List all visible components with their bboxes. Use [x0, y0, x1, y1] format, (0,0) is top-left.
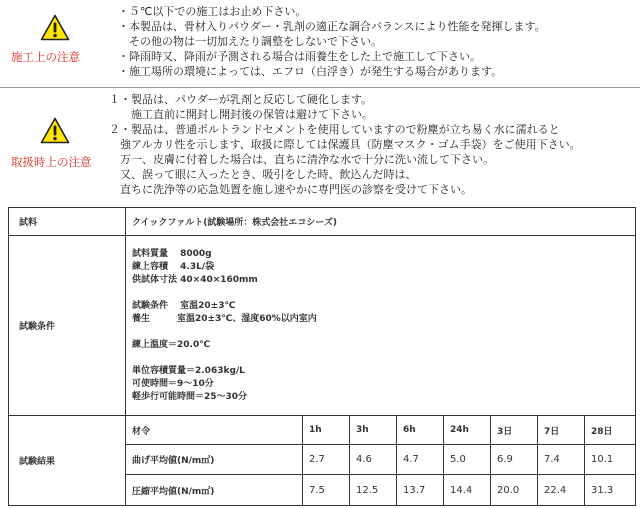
age-cell: 7日 — [538, 416, 585, 445]
notice-line: 強アルカリ性を示します、取扱に際しては保護具（防塵マスク・ゴム手袋）をご使用下さい。 — [109, 138, 581, 151]
condition-line: 軽歩行可能時間＝25～30分 — [132, 391, 248, 402]
notice-line: ２・製品は、普通ポルトランドセメントを使用していますので粉塵が立ち易く水に濡れると — [109, 123, 560, 136]
notice-line: 万一、皮膚に付着した場合は、直ちに清浄な水で十分に洗い流して下さい。 — [109, 153, 494, 166]
value-cell: 10.1 — [585, 445, 636, 475]
construction-notice-heading: 施工上の注意 — [11, 50, 80, 64]
flexural-label: 曲げ平均値(N/m㎡) — [126, 445, 303, 475]
notice-line: ・施工場所の環境によっては、エフロ（白浮き）が発生する場合があります。 — [118, 65, 503, 78]
conditions-label: 試験条件 — [9, 236, 126, 416]
condition-line: 可使時間＝9～10分 — [132, 378, 214, 389]
age-cell: 6h — [397, 416, 444, 445]
value-cell: 6.9 — [491, 445, 538, 475]
notice-line: 施工直前に開封し開封後の保管は避けて下さい。 — [109, 108, 373, 121]
condition-spacer — [132, 287, 635, 300]
notice-line: ・本製品は、骨材入りパウダー・乳剤の適正な調合バランスにより性能を発揮します。 — [118, 20, 546, 33]
notice-line: ・５℃以下での施工はお止め下さい。 — [118, 5, 307, 18]
warning-triangle-icon — [40, 117, 70, 144]
sample-label: 試料 — [9, 208, 126, 236]
handling-notice — [0, 0, 640, 205]
notice-line: １・製品は、パウダーが乳剤と反応して硬化します。 — [109, 93, 373, 106]
conditions-list — [126, 236, 636, 416]
value-cell: 7.4 — [538, 445, 585, 475]
condition-line: 養生 室温20±3℃、湿度60%以内室内 — [132, 313, 317, 324]
value-cell: 14.4 — [444, 475, 491, 506]
value-cell: 12.5 — [350, 475, 397, 506]
age-cell: 28日 — [585, 416, 636, 445]
spec-table — [8, 207, 636, 506]
conditions-row — [9, 236, 636, 416]
condition-line: 供試体寸法 40×40×160mm — [132, 274, 258, 285]
value-cell: 5.0 — [444, 445, 491, 475]
value-cell: 4.6 — [350, 445, 397, 475]
age-cell: 1h — [303, 416, 350, 445]
value-cell: 20.0 — [491, 475, 538, 506]
notice-line: その他の物は一切加えたり調整をしないで下さい。 — [118, 35, 382, 48]
condition-line: 練上容積 4.3L/袋 — [132, 261, 215, 272]
sample-row — [9, 208, 636, 236]
value-cell: 2.7 — [303, 445, 350, 475]
condition-spacer — [132, 352, 635, 365]
condition-line: 試料質量 8000g — [132, 248, 212, 259]
condition-line: 試験条件 室温20±3℃ — [132, 300, 236, 311]
value-cell: 22.4 — [538, 475, 585, 506]
notice-line: 直ちに洗浄等の応急処置を施し速やかに専門医の診察を受けて下さい。 — [109, 183, 472, 196]
age-header: 材令 — [126, 416, 303, 445]
age-cell: 3h — [350, 416, 397, 445]
notice-line: ・降雨時又、降雨が予測される場合は雨養生をした上で施工して下さい。 — [118, 50, 481, 63]
results-label: 試験結果 — [9, 416, 126, 506]
results-header-row — [9, 416, 636, 445]
value-cell: 13.7 — [397, 475, 444, 506]
handling-notice-heading: 取扱時上の注意 — [11, 155, 92, 169]
value-cell: 31.3 — [585, 475, 636, 506]
notice-line: 又、誤って眼に入ったとき、吸引をした時、飲込んだ時は、 — [109, 168, 417, 181]
value-cell: 4.7 — [397, 445, 444, 475]
compressive-label: 圧縮平均値(N/m㎡) — [126, 475, 303, 506]
condition-line: 練上温度＝20.0℃ — [132, 339, 211, 350]
condition-line: 単位容積質量＝2.063kg/L — [132, 365, 245, 376]
condition-spacer — [132, 326, 635, 339]
age-cell: 3日 — [491, 416, 538, 445]
age-cell: 24h — [444, 416, 491, 445]
value-cell: 7.5 — [303, 475, 350, 506]
sample-value: クイックファルト(試験場所：株式会社エコシーズ) — [126, 208, 636, 236]
